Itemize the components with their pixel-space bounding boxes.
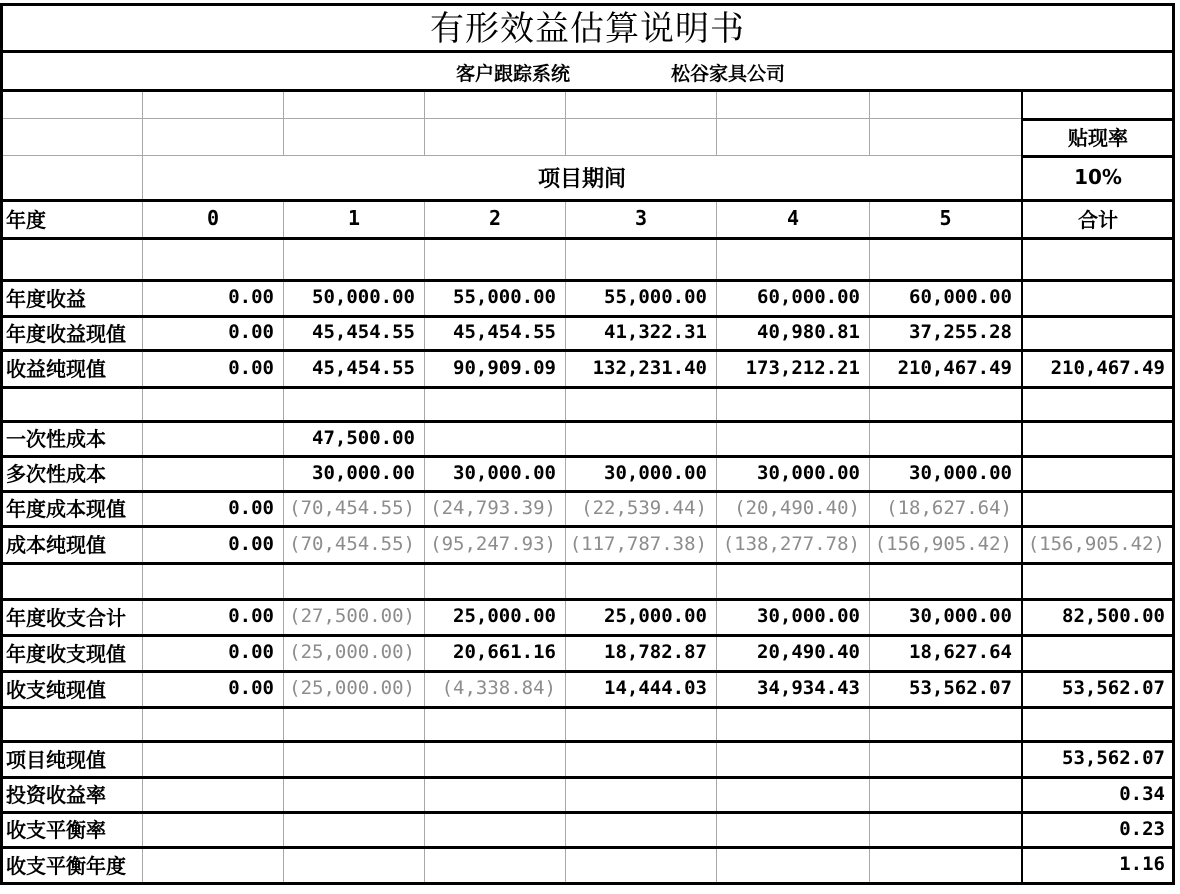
empty-cell[interactable] — [870, 237, 1022, 279]
value-cell[interactable]: (20,490.40) — [717, 490, 870, 525]
empty-cell[interactable] — [566, 237, 717, 279]
summary-label[interactable]: 收支平衡率 — [2, 811, 143, 846]
value-cell[interactable]: 20,661.16 — [425, 634, 566, 670]
grid-border — [0, 50, 1175, 53]
value-cell[interactable]: 50,000.00 — [284, 279, 425, 315]
empty-cell[interactable] — [284, 118, 425, 155]
value-cell[interactable]: 0.00 — [143, 490, 284, 525]
empty-cell[interactable] — [1022, 386, 1175, 420]
empty-cell[interactable] — [425, 118, 566, 155]
grid-border — [1022, 155, 1175, 158]
grid-border — [0, 279, 1175, 282]
value-cell[interactable]: 82,500.00 — [1022, 598, 1175, 634]
empty-cell[interactable] — [870, 386, 1022, 420]
empty-cell[interactable] — [425, 811, 566, 846]
year-header[interactable]: 年度 — [2, 199, 143, 237]
year-column-header[interactable]: 2 — [425, 199, 566, 237]
value-cell[interactable]: 210,467.49 — [870, 349, 1022, 386]
system-name: 客户跟踪系统 — [456, 62, 571, 85]
row-label[interactable]: 年度成本现值 — [2, 490, 143, 525]
year-column-header[interactable]: 1 — [284, 199, 425, 237]
empty-cell[interactable] — [284, 740, 425, 776]
value-cell[interactable]: (156,905.42) — [1022, 525, 1175, 562]
value-cell[interactable]: (4,338.84) — [425, 670, 566, 706]
empty-cell[interactable] — [425, 776, 566, 811]
empty-cell[interactable] — [870, 740, 1022, 776]
grid-border — [0, 525, 1175, 528]
value-cell[interactable]: 0.00 — [143, 670, 284, 706]
value-cell[interactable]: 45,454.55 — [284, 349, 425, 386]
grid-border — [0, 670, 1175, 673]
empty-cell[interactable] — [2, 237, 143, 279]
value-cell[interactable]: 18,627.64 — [870, 634, 1022, 670]
grid-border — [0, 315, 1175, 318]
empty-cell[interactable] — [143, 740, 284, 776]
empty-cell[interactable] — [143, 846, 284, 882]
empty-cell[interactable] — [284, 386, 425, 420]
value-cell[interactable]: 0.00 — [143, 525, 284, 562]
value-cell[interactable]: 55,000.00 — [425, 279, 566, 315]
empty-cell[interactable] — [870, 706, 1022, 740]
empty-cell[interactable] — [425, 237, 566, 279]
value-cell[interactable]: 30,000.00 — [870, 598, 1022, 634]
empty-cell[interactable] — [284, 91, 425, 118]
value-cell[interactable]: (95,247.93) — [425, 525, 566, 562]
value-cell[interactable]: 90,909.09 — [425, 349, 566, 386]
value-cell[interactable]: 53,562.07 — [870, 670, 1022, 706]
empty-cell[interactable] — [143, 706, 284, 740]
empty-cell[interactable] — [717, 706, 870, 740]
empty-cell[interactable] — [566, 740, 717, 776]
value-cell[interactable]: (25,000.00) — [284, 634, 425, 670]
value-cell[interactable]: 0.00 — [143, 279, 284, 315]
grid-border — [0, 740, 1175, 743]
project-period-label[interactable]: 项目期间 — [143, 155, 1022, 199]
grid-border — [0, 882, 1175, 885]
value-cell[interactable] — [1022, 279, 1175, 315]
value-cell[interactable]: 30,000.00 — [870, 455, 1022, 490]
empty-cell[interactable] — [143, 91, 284, 118]
empty-cell[interactable] — [717, 118, 870, 155]
value-cell[interactable]: (25,000.00) — [284, 670, 425, 706]
grid-border — [0, 3, 1175, 6]
value-cell[interactable]: 60,000.00 — [717, 279, 870, 315]
empty-cell[interactable] — [566, 846, 717, 882]
value-cell[interactable] — [870, 420, 1022, 455]
empty-cell[interactable] — [870, 811, 1022, 846]
empty-cell[interactable] — [1022, 91, 1175, 118]
summary-label[interactable]: 投资收益率 — [2, 776, 143, 811]
value-cell[interactable] — [143, 420, 284, 455]
grid-border — [0, 199, 1175, 202]
value-cell[interactable]: 20,490.40 — [717, 634, 870, 670]
discount-rate-label[interactable]: 贴现率 — [1022, 118, 1175, 155]
value-cell[interactable]: 14,444.03 — [566, 670, 717, 706]
empty-cell[interactable] — [284, 706, 425, 740]
empty-cell[interactable] — [566, 562, 717, 598]
empty-cell[interactable] — [717, 386, 870, 420]
grid-border — [0, 386, 1175, 389]
company-name: 松谷家具公司 — [671, 62, 786, 85]
empty-cell[interactable] — [284, 811, 425, 846]
value-cell[interactable] — [425, 420, 566, 455]
value-cell[interactable]: (70,454.55) — [284, 490, 425, 525]
grid-border — [0, 420, 1175, 423]
empty-cell[interactable] — [566, 91, 717, 118]
empty-cell[interactable] — [717, 237, 870, 279]
empty-cell[interactable] — [2, 562, 143, 598]
empty-cell[interactable] — [2, 155, 143, 199]
empty-cell[interactable] — [425, 562, 566, 598]
value-cell[interactable]: 37,255.28 — [870, 315, 1022, 349]
empty-cell[interactable] — [870, 562, 1022, 598]
value-cell[interactable]: (22,539.44) — [566, 490, 717, 525]
value-cell[interactable]: (156,905.42) — [870, 525, 1022, 562]
value-cell[interactable]: 173,212.21 — [717, 349, 870, 386]
empty-cell[interactable] — [284, 846, 425, 882]
grid-border — [0, 455, 1175, 458]
value-cell[interactable]: 0.00 — [143, 598, 284, 634]
grid-border — [0, 349, 1175, 352]
grid-border — [1021, 89, 1023, 885]
empty-cell[interactable] — [717, 811, 870, 846]
sheet-title: 有形效益估算说明书 — [430, 8, 745, 49]
empty-cell[interactable] — [284, 776, 425, 811]
row-label[interactable]: 年度收益现值 — [2, 315, 143, 349]
empty-cell[interactable] — [143, 118, 284, 155]
empty-cell[interactable] — [717, 740, 870, 776]
empty-cell[interactable] — [717, 91, 870, 118]
empty-cell[interactable] — [2, 91, 143, 118]
grid-border — [1022, 118, 1175, 121]
value-cell[interactable]: 45,454.55 — [284, 315, 425, 349]
empty-cell[interactable] — [284, 237, 425, 279]
value-cell[interactable]: (138,277.78) — [717, 525, 870, 562]
year-column-header[interactable]: 3 — [566, 199, 717, 237]
empty-cell[interactable] — [566, 118, 717, 155]
value-cell[interactable]: 40,980.81 — [717, 315, 870, 349]
empty-cell[interactable] — [143, 237, 284, 279]
summary-value[interactable]: 0.34 — [1022, 776, 1175, 811]
row-label[interactable]: 成本纯现值 — [2, 525, 143, 562]
year-column-header[interactable]: 0 — [143, 199, 284, 237]
grid-border — [0, 846, 1175, 849]
row-label[interactable]: 一次性成本 — [2, 420, 143, 455]
year-column-header[interactable]: 4 — [717, 199, 870, 237]
value-cell[interactable]: 0.00 — [143, 634, 284, 670]
value-cell[interactable]: 45,454.55 — [425, 315, 566, 349]
value-cell[interactable]: 34,934.43 — [717, 670, 870, 706]
grid-border — [0, 776, 1175, 779]
summary-label[interactable]: 项目纯现值 — [2, 740, 143, 776]
value-cell[interactable]: 30,000.00 — [425, 455, 566, 490]
empty-cell[interactable] — [1022, 706, 1175, 740]
row-label[interactable]: 收益纯现值 — [2, 349, 143, 386]
value-cell[interactable]: (24,793.39) — [425, 490, 566, 525]
value-cell[interactable]: 60,000.00 — [870, 279, 1022, 315]
row-label[interactable]: 收支纯现值 — [2, 670, 143, 706]
value-cell[interactable]: 25,000.00 — [425, 598, 566, 634]
value-cell[interactable] — [1022, 634, 1175, 670]
total-column-header[interactable]: 合计 — [1022, 199, 1175, 237]
empty-cell[interactable] — [143, 776, 284, 811]
year-column-header[interactable]: 5 — [870, 199, 1022, 237]
summary-value[interactable]: 53,562.07 — [1022, 740, 1175, 776]
summary-value[interactable]: 0.23 — [1022, 811, 1175, 846]
grid-border — [0, 89, 1175, 92]
value-cell[interactable]: (18,627.64) — [870, 490, 1022, 525]
value-cell[interactable] — [1022, 490, 1175, 525]
empty-cell[interactable] — [566, 776, 717, 811]
value-cell[interactable]: 30,000.00 — [717, 598, 870, 634]
empty-cell[interactable] — [870, 91, 1022, 118]
empty-cell[interactable] — [1022, 237, 1175, 279]
empty-cell[interactable] — [425, 386, 566, 420]
value-cell[interactable] — [1022, 315, 1175, 349]
value-cell[interactable]: (70,454.55) — [284, 525, 425, 562]
value-cell[interactable]: 18,782.87 — [566, 634, 717, 670]
empty-cell[interactable] — [870, 846, 1022, 882]
empty-cell[interactable] — [2, 386, 143, 420]
discount-rate-value[interactable]: 10% — [1022, 155, 1175, 199]
empty-cell[interactable] — [566, 811, 717, 846]
empty-cell[interactable] — [425, 846, 566, 882]
empty-cell[interactable] — [566, 706, 717, 740]
summary-value[interactable]: 1.16 — [1022, 846, 1175, 882]
grid-border — [0, 237, 1175, 240]
empty-cell[interactable] — [425, 740, 566, 776]
value-cell[interactable]: 41,322.31 — [566, 315, 717, 349]
empty-cell[interactable] — [2, 706, 143, 740]
empty-cell[interactable] — [566, 386, 717, 420]
grid-line — [2, 155, 1022, 156]
empty-cell[interactable] — [2, 118, 143, 155]
value-cell[interactable]: 47,500.00 — [284, 420, 425, 455]
empty-cell[interactable] — [717, 776, 870, 811]
row-label[interactable]: 多次性成本 — [2, 455, 143, 490]
value-cell[interactable]: 30,000.00 — [284, 455, 425, 490]
grid-border — [0, 811, 1175, 814]
value-cell[interactable]: 55,000.00 — [566, 279, 717, 315]
grid-border — [0, 490, 1175, 493]
grid-line — [2, 118, 1022, 119]
empty-cell[interactable] — [284, 562, 425, 598]
empty-cell[interactable] — [870, 118, 1022, 155]
value-cell[interactable]: 210,467.49 — [1022, 349, 1175, 386]
row-label[interactable]: 年度收支现值 — [2, 634, 143, 670]
empty-cell[interactable] — [870, 776, 1022, 811]
grid-border — [0, 706, 1175, 709]
summary-label[interactable]: 收支平衡年度 — [2, 846, 143, 882]
grid-border — [1172, 3, 1175, 885]
value-cell[interactable]: 25,000.00 — [566, 598, 717, 634]
empty-cell[interactable] — [425, 91, 566, 118]
grid-border — [0, 3, 3, 885]
value-cell[interactable]: (117,787.38) — [566, 525, 717, 562]
empty-cell[interactable] — [143, 562, 284, 598]
value-cell[interactable]: 30,000.00 — [717, 455, 870, 490]
empty-cell[interactable] — [425, 706, 566, 740]
value-cell[interactable]: 132,231.40 — [566, 349, 717, 386]
value-cell[interactable] — [1022, 455, 1175, 490]
grid-border — [0, 562, 1175, 565]
value-cell[interactable]: 0.00 — [143, 315, 284, 349]
value-cell[interactable]: 0.00 — [143, 349, 284, 386]
value-cell[interactable]: (27,500.00) — [284, 598, 425, 634]
value-cell[interactable]: 53,562.07 — [1022, 670, 1175, 706]
empty-cell[interactable] — [143, 386, 284, 420]
empty-cell[interactable] — [143, 811, 284, 846]
empty-cell[interactable] — [1022, 562, 1175, 598]
row-label[interactable]: 年度收益 — [2, 279, 143, 315]
value-cell[interactable] — [1022, 420, 1175, 455]
empty-cell[interactable] — [717, 846, 870, 882]
value-cell[interactable]: 30,000.00 — [566, 455, 717, 490]
empty-cell[interactable] — [717, 562, 870, 598]
value-cell[interactable] — [566, 420, 717, 455]
grid-border — [0, 598, 1175, 601]
row-label[interactable]: 年度收支合计 — [2, 598, 143, 634]
grid-border — [0, 634, 1175, 637]
value-cell[interactable] — [143, 455, 284, 490]
value-cell[interactable] — [717, 420, 870, 455]
